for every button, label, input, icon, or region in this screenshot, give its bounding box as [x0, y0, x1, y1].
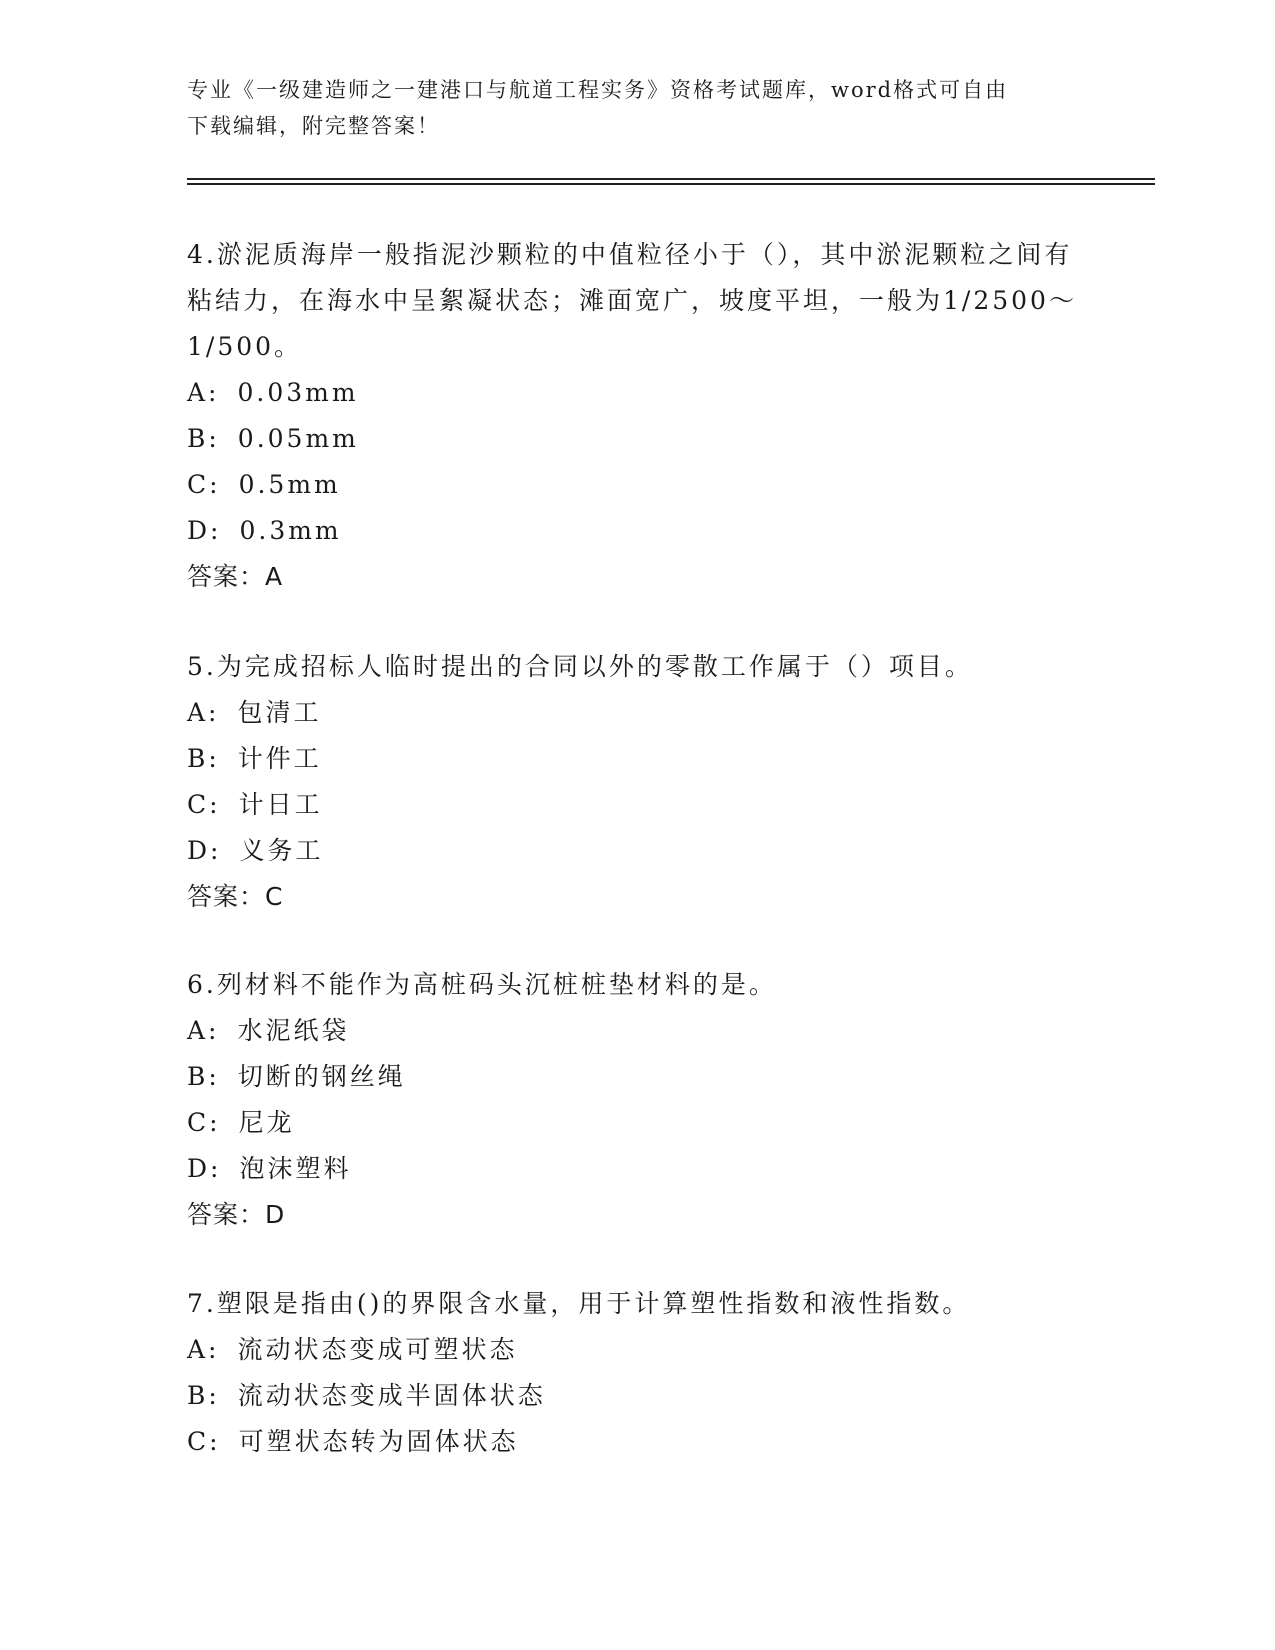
option-d: D: 泡沫塑料 [187, 1154, 352, 1183]
header-rule-top [187, 178, 1155, 180]
question-4 [187, 232, 1087, 600]
option-a: A: 流动状态变成可塑状态 [187, 1335, 518, 1364]
option-a: A: 包清工 [187, 698, 322, 727]
option-c: C: 尼龙 [187, 1108, 295, 1137]
option-b: B: 流动状态变成半固体状态 [187, 1381, 546, 1410]
option-d: D: 0.3mm [187, 516, 342, 545]
option-c: C: 0.5mm [187, 470, 341, 499]
question-6 [187, 962, 1087, 1238]
option-c: C: 计日工 [187, 790, 323, 819]
question-stem: 7.塑限是指由()的界限含水量，用于计算塑性指数和液性指数。 [187, 1289, 971, 1318]
question-7 [187, 1281, 1087, 1465]
option-b: B: 0.05mm [187, 424, 359, 453]
question-stem: 4.淤泥质海岸一般指泥沙颗粒的中值粒径小于（），其中淤泥颗粒之间有粘结力，在海水中呈絮凝状态；滩面宽广，坡度平坦，一般为1/2500～1/500。 [187, 240, 1077, 361]
question-stem: 5.为完成招标人临时提出的合同以外的零散工作属于（）项目。 [187, 652, 973, 681]
option-b: B: 切断的钢丝绳 [187, 1062, 406, 1091]
document-header [187, 72, 1087, 144]
answer-line: 答案：A [187, 562, 284, 591]
answer-line: 答案：D [187, 1200, 286, 1229]
question-stem: 6.列材料不能作为高桩码头沉桩桩垫材料的是。 [187, 970, 777, 999]
option-a: A: 水泥纸袋 [187, 1016, 350, 1045]
header-rule-bottom [187, 183, 1155, 185]
answer-line: 答案：C [187, 882, 284, 911]
option-d: D: 义务工 [187, 836, 324, 865]
question-5 [187, 644, 1087, 920]
option-a: A: 0.03mm [187, 378, 359, 407]
option-c: C: 可塑状态转为固体状态 [187, 1427, 519, 1456]
option-b: B: 计件工 [187, 744, 322, 773]
header-line-2: 下载编辑，附完整答案！ [187, 114, 440, 138]
header-line-1: 专业《一级建造师之一建港口与航道工程实务》资格考试题库，word格式可自由 [187, 78, 1009, 102]
